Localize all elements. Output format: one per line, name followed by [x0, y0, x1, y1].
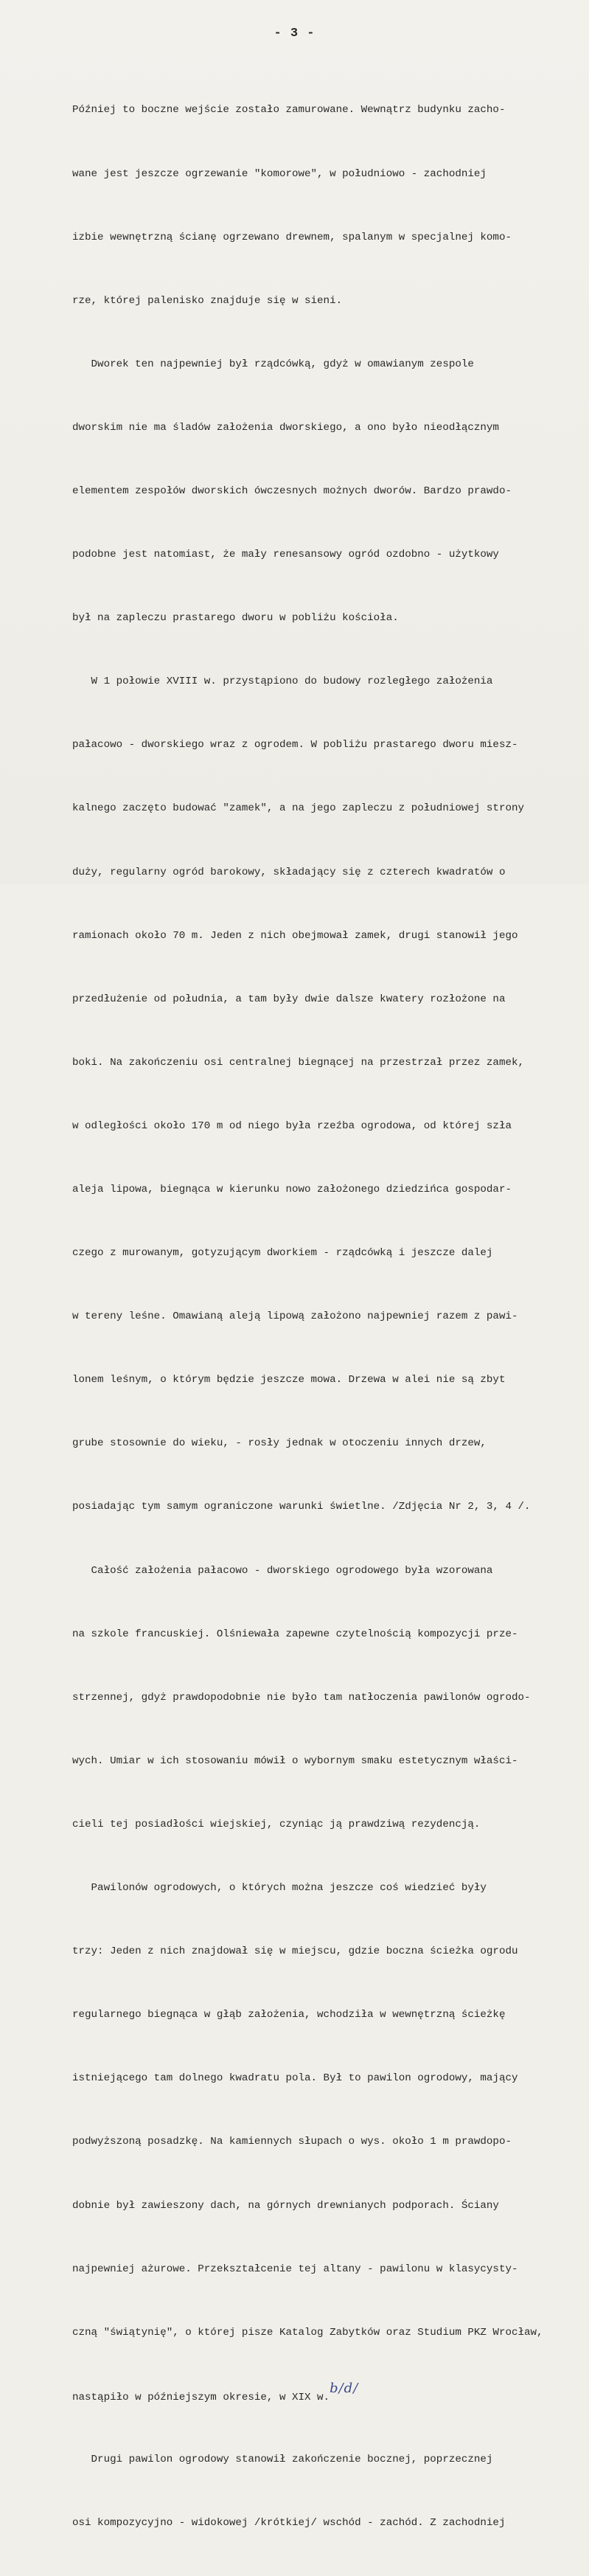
text-line: Drugi pawilon ogrodowy stanowił zakończenie bocznej, poprzecznej [72, 2453, 493, 2465]
text-line: rze, której palenisko znajduje się w sieni. [72, 294, 343, 307]
text-line: grube stosownie do wieku, - rosły jednak w otoczeniu innych drzew, [72, 1437, 487, 1450]
text-line: lonem leśnym, o którym będzie jeszcze mowa. Drzewa w alei nie są zbyt [72, 1374, 506, 1386]
text-line: wane jest jeszcze ogrzewanie "komorowe", w południowo - zachodniej [72, 167, 487, 180]
text-line: czną "świątynię", o której pisze Katalog Zabytków oraz Studium PKZ Wrocław, [72, 2326, 543, 2339]
text-line: nastąpiło w późniejszym okresie, w XIX w. [72, 2391, 330, 2403]
text-line: dobnie był zawieszony dach, na górnych drewnianych podporach. Ściany [72, 2199, 499, 2212]
text-line: cieli tej posiadłości wiejskiej, czyniąc ją prawdziwą rezydencją. [72, 1818, 481, 1830]
text-line: Później to boczne wejście zostało zamurowane. Wewnątrz budynku zacho- [72, 104, 506, 117]
text-line-with-note [72, 2380, 562, 2407]
text-line: duży, regularny ogród barokowy, składający się z czterech kwadratów o [72, 866, 506, 878]
text-line: boki. Na zakończeniu osi centralnej biegnącej na przestrzał przez zamek, [72, 1056, 524, 1069]
text-line: W 1 połowie XVIII w. przystąpiono do budowy rozległego założenia [72, 676, 493, 688]
text-line: istniejącego tam dolnego kwadratu pola. Był to pawilon ogrodowy, mający [72, 2072, 518, 2085]
text-line: podobne jest natomiast, że mały renesansowy ogród ozdobno - użytkowy [72, 549, 499, 561]
text-line: był na zapleczu prastarego dworu w pobliżu kościoła. [72, 612, 399, 625]
text-line: dworskim nie ma śladów założenia dworskiego, a ono było nieodłącznym [72, 421, 499, 434]
text-line: osi kompozycyjno - widokowej /krótkiej/ wschód - zachód. Z zachodniej [72, 2516, 506, 2529]
text-line: pałacowo - dworskiego wraz z ogrodem. W pobliżu prastarego dworu miesz- [72, 739, 518, 751]
text-line: regularnego biegnąca w głąb założenia, wchodziła w wewnętrzną ścieżkę [72, 2009, 506, 2021]
text-line: wych. Umiar w ich stosowaniu mówił o wybornym smaku estetycznym właści- [72, 1754, 518, 1767]
text-line: najpewniej ażurowe. Przekształcenie tej altany - pawilonu w klasycysty- [72, 2263, 518, 2275]
handwritten-note: b/d/ [330, 2380, 359, 2396]
text-line: izbie wewnętrzną ścianę ogrzewano drewnem, spalanym w specjalnej komo- [72, 231, 512, 243]
text-line: trzy: Jeden z nich znajdował się w miejscu, gdzie boczna ścieżka ogrodu [72, 1945, 518, 1958]
text-line: Całość założenia pałacowo - dworskiego ogrodowego była wzorowana [72, 1564, 493, 1577]
text-line: w odległości około 170 m od niego była rzeźba ogrodowa, od której szła [72, 1119, 512, 1132]
text-line: na szkole francuskiej. Olśniewała zapewne czytelnością kompozycji prze- [72, 1628, 518, 1640]
text-line: ramionach około 70 m. Jeden z nich obejmował zamek, drugi stanowił jego [72, 929, 518, 942]
page-number: - 3 - [273, 27, 316, 41]
text-line: elementem zespołów dworskich ówczesnych możnych dworów. Bardzo prawdo- [72, 485, 512, 497]
body-text [72, 58, 562, 2576]
text-line: czego z murowanym, gotyzującym dworkiem - rządcówką i jeszcze dalej [72, 1247, 493, 1260]
text-line: podwyższoną posadzkę. Na kamiennych słupach o wys. około 1 m prawdopo- [72, 2136, 512, 2148]
text-line: przedłużenie od południa, a tam były dwie dalsze kwatery rozłożone na [72, 993, 506, 1005]
text-line: posiadając tym samym ograniczone warunki świetlne. /Zdjęcia Nr 2, 3, 4 /. [72, 1501, 531, 1513]
text-line: Pawilonów ogrodowych, o których można jeszcze coś wiedzieć były [72, 1882, 487, 1895]
text-line: strzennej, gdyż prawdopodobnie nie było tam natłoczenia pawilonów ogrodo- [72, 1691, 531, 1704]
text-line: aleja lipowa, biegnąca w kierunku nowo założonego dziedzińca gospodar- [72, 1184, 512, 1195]
text-line: w tereny leśne. Omawianą aleją lipową założono najpewniej razem z pawi- [72, 1310, 518, 1323]
text-line: kalnego zaczęto budować "zamek", a na jego zapleczu z południowej strony [72, 802, 524, 815]
text-line: Dworek ten najpewniej był rządcówką, gdyż w omawianym zespole [72, 358, 474, 370]
